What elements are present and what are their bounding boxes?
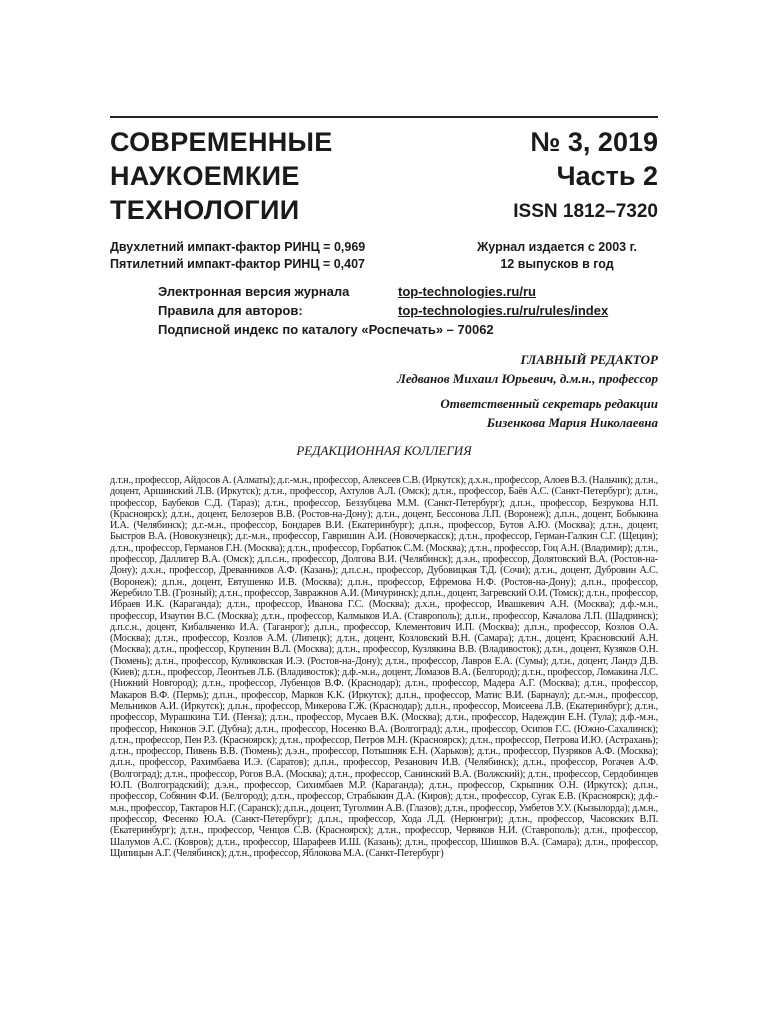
- chief-editor-name: Ледванов Михаил Юрьевич, д.м.н., профессор: [396, 371, 658, 386]
- electronic-version-row: [158, 282, 608, 301]
- electronic-version-link[interactable]: top-technologies.ru/ru: [398, 284, 536, 299]
- author-rules-row: [158, 301, 608, 320]
- author-rules-label: Правила для авторов:: [158, 303, 303, 318]
- impact-factors: [110, 239, 365, 273]
- issue-part: Часть 2: [556, 161, 658, 191]
- publication-info: [456, 239, 658, 273]
- issue-block: [513, 125, 658, 229]
- journal-title: [110, 125, 333, 227]
- secretary-name: Бизенкова Мария Николаевна: [486, 415, 658, 430]
- title-line-2: НАУКОЕМКИЕ: [110, 161, 300, 191]
- title-line-3: ТЕХНОЛОГИИ: [110, 195, 300, 225]
- title-line-1: СОВРЕМЕННЫЕ: [110, 127, 333, 157]
- electronic-version-label: Электронная версия журнала: [158, 284, 350, 299]
- top-rule: [110, 116, 658, 118]
- published-since: Журнал издается с 2003 г.: [476, 240, 638, 254]
- editorial-board-heading: РЕДАКЦИОННАЯ КОЛЛЕГИЯ: [296, 443, 472, 458]
- author-rules-link[interactable]: top-technologies.ru/ru/rules/index: [398, 303, 609, 318]
- issn: ISSN 1812–7320: [513, 201, 658, 222]
- impact-factor-five-year: Пятилетний импакт-фактор РИНЦ = 0,407: [110, 257, 365, 271]
- issue-number: № 3, 2019: [530, 127, 658, 157]
- journal-links: [158, 282, 608, 339]
- chief-editor-heading: ГЛАВНЫЙ РЕДАКТОР: [520, 352, 658, 367]
- issues-per-year: 12 выпусков в год: [500, 257, 614, 271]
- impact-factor-two-year: Двухлетний импакт-фактор РИНЦ = 0,969: [110, 240, 366, 254]
- editorial-staff: [397, 350, 658, 432]
- editorial-board-list: д.т.н., профессор, Айдосов А. (Алматы); д.г.-м.н., профессор, Алексеев С.В. (Иркутск); д.х.н., профессор, Алоев В.З. (Нальчик); д.т.н., доцент, Аршинский Л.В. (Иркутск); д.т.н., профессор, Ахтулов А.Л. (Омск); д.т.н., профессор, Баёв А.С. (Санкт-Петербург); д.т.н., профессор, Баубеков С.Д. (Тараз); д.т.н., профессор, Беззубцева М.М. (Санкт-Петербург); д.п.н., профессор, Безрукова Н.П. (Красноярск); д.т.н., доцент, Белозеров В.В. (Ростов-на-Дону); д.т.н., доцент, Бессонова Л.П. (Воронеж); д.п.н., доцент, Бобыкина И.А. (Челябинск); д.г.-м.н., профессор, Бондарев В.И. (Екатеринбург); д.п.н., профессор, Бутов А.Ю. (Москва); д.т.н., доцент, Быстров В.А. (Новокузнецк); д.г.-м.н., профессор, Гавришин А.И. (Новочеркасск); д.т.н., профессор, Герман-Галкин С.Г. (Щецин); д.т.н., профессор, Германов Г.Н. (Москва); д.т.н., профессор, Горбатюк С.М. (Москва); д.т.н., профессор, Гоц А.Н. (Владимир); д.т.н., профессор, Даллигер В.А. (Омск); д.п.с.н., профессор, Долгова В.И. (Челябинск); д.э.н., профессор, Долятовский В.А. (Ростов-на-Дону); д.х.н., профессор, Древанников А.Ф. (Казань); д.п.с.н., профессор, Дубовицкая Т.Д. (Сочи); д.т.н., доцент, Дубровин А.С. (Воронеж); д.п.н., доцент, Евтушенко И.В. (Москва); д.п.н., профессор, Ефремова Н.Ф. (Ростов-на-Дону); д.п.н., профессор, Жеребило Т.В. (Грозный); д.т.н., профессор, Завражнов А.И. (Мичуринск); д.п.н., доцент, Загревский О.И. (Томск); д.т.н., профессор, Ибраев И.К. (Караганда); д.т.н., профессор, Иванова Г.С. (Москва); д.х.н., профессор, Ивашкевич А.Н. (Москва); д.ф.-м.н., профессор, Изаутин В.С. (Москва); д.т.н., профессор, Калмыков И.А. (Ставрополь); д.п.н., профессор, Качалова Л.П. (Шадринск); д.п.с.н., доцент, Кибальченко И.А. (Таганрог); д.п.н., профессор, Клементович И.П. (Москва); д.п.н., профессор, Козлов О.А. (Москва); д.т.н., профессор, Козлов А.М. (Липецк); д.т.н., доцент, Козловский В.Н. (Самара); д.т.н., доцент, Красновский А.Н. (Москва); д.т.н., профессор, Крупенин В.Л. (Москва); д.т.н., профессор, Кузлякина В.В. (Владивосток); д.т.н., доцент, Кузяков О.Н. (Тюмень); д.т.н., профессор, Куликовская И.Э. (Ростов-на-Дону); д.т.н., профессор, Лавров Е.А. (Сумы); д.т.н., доцент, Ландэ Д.В. (Киев); д.т.н., профессор, Леонтьев Л.Б. (Владивосток); д.ф.-м.н., доцент, Ломазов В.А. (Белгород); д.т.н., профессор, Ломакина Л.С. (Нижний Новгород); д.т.н., профессор, Лубенцов В.Ф. (Краснодар); д.т.н., профессор, Мадера А.Г. (Москва); д.т.н., профессор, Макаров В.Ф. (Пермь); д.п.н., профессор, Марков К.К. (Иркутск); д.п.н., профессор, Матис В.И. (Барнаул); д.г.-м.н., профессор, Мельников А.И. (Иркутск); д.п.н., профессор, Микерова Г.Ж. (Краснодар); д.п.н., профессор, Моисеева Л.В. (Екатеринбург); д.т.н., профессор, Мурашкина Т.И. (Пенза); д.т.н., профессор, Мусаев В.К. (Москва); д.т.н., профессор, Надеждин Е.Н. (Тула); д.ф.-м.н., профессор, Никонов Э.Г. (Дубна); д.т.н., профессор, Носенко В.А. (Волгоград); д.т.н., профессор, Осипов Г.С. (Южно-Сахалинск); д.т.н., профессор, Пен Р.З. (Красноярск); д.т.н., профессор, Петров М.Н. (Красноярск); д.т.н., профессор, Петрова И.Ю. (Астрахань); д.т.н., профессор, Пивень В.В. (Тюмень); д.э.н., профессор, Потышняк Е.Н. (Харьков); д.т.н., профессор, Пузряков А.Ф. (Москва); д.п.н., профессор, Рахимбаева И.Э. (Саратов); д.п.н., профессор, Резанович И.В. (Челябинск); д.т.н., профессор, Рогачев А.Ф. (Волгоград); д.т.н., профессор, Рогов В.А. (Москва); д.т.н., профессор, Санинский В.А. (Волжский); д.т.н., профессор, Сердобинцев Ю.П. (Волгоградский); д.э.н., профессор, Сихимбаев М.Р. (Караганда); д.т.н., профессор, Скрыпник О.Н. (Иркутск); д.п.н., профессор, Собянин Ф.И. (Белгород); д.т.н., профессор, Страбыкин Д.А. (Киров); д.т.н., профессор, Сугак Е.В. (Красноярск); д.ф.-м.н., профессор, Тактаров Н.Г. (Саранск); д.п.н., доцент, Туголмин А.В. (Глазов); д.т.н., профессор, Умбетов У.У. (Кызылорда); д.м.н., профессор, Фесенко Ю.А. (Санкт-Петербург); д.п.н., профессор, Хода Л.Д. (Нерюнгри); д.т.н., профессор, Часовских В.П. (Екатеринбург); д.т.н., профессор, Ченцов С.В. (Красноярск); д.т.н., профессор, Червяков Н.И. (Ставрополь); д.т.н., профессор, Шалумов А.С. (Ковров); д.т.н., профессор, Шарафеев И.Ш. (Казань); д.т.н., профессор, Шишков В.А. (Самара); д.т.н., профессор, Щипицын А.Г. (Челябинск); д.т.н., профессор, Яблокова М.А. (Санкт-Петербург): [110, 475, 658, 859]
- subscription-index: Подписной индекс по каталогу «Роспечать» – 70062: [158, 322, 494, 337]
- secretary-heading: Ответственный секретарь редакции: [440, 396, 658, 411]
